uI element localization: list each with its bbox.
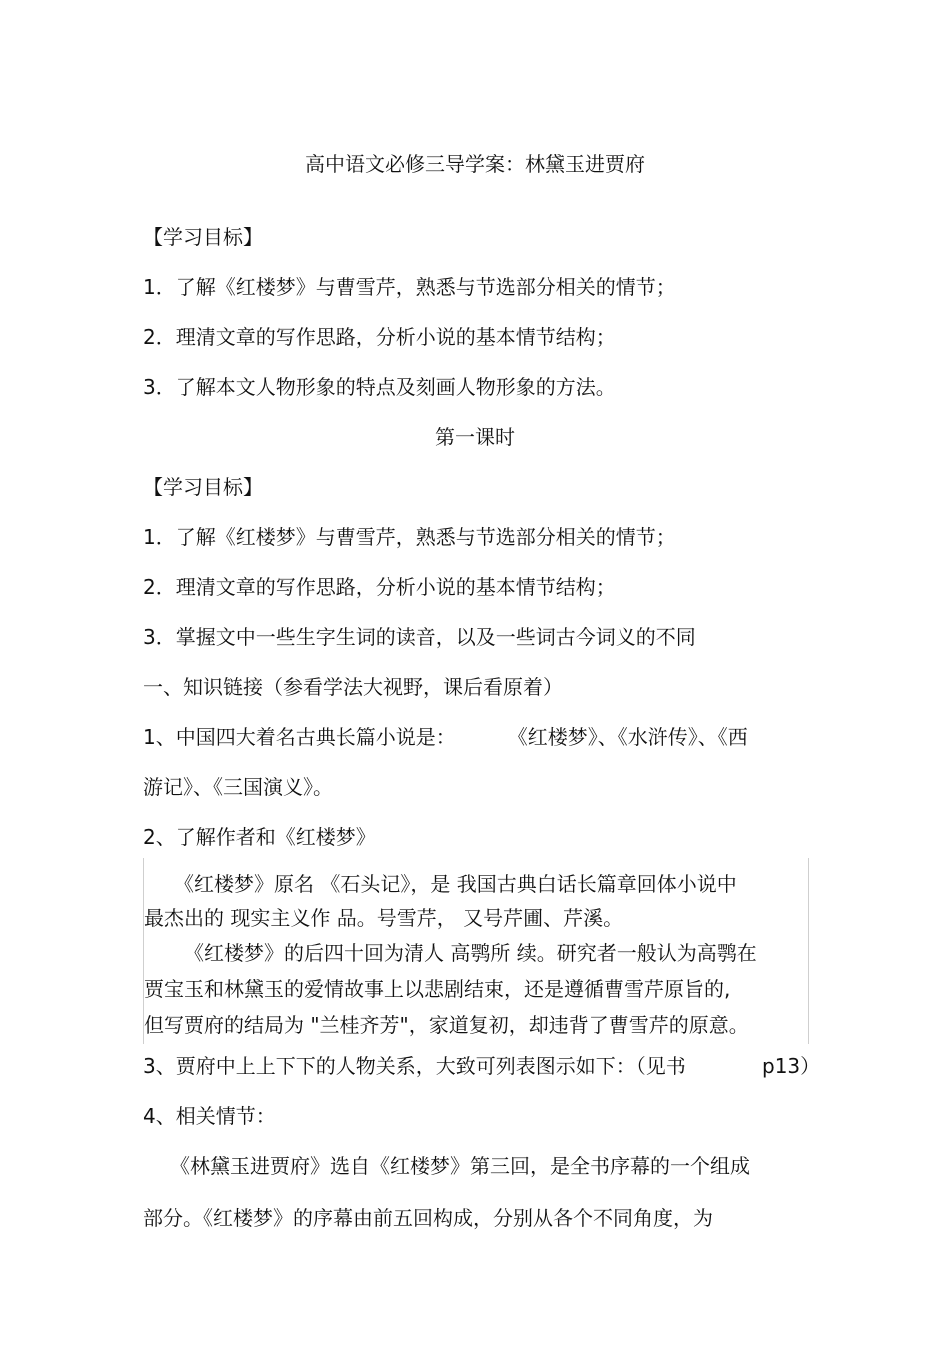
box-line-5: 但写贾府的结局为 "兰桂齐芳"，家道复初，却违背了曹雪芹的原意。	[144, 1013, 749, 1037]
plot-paragraph-line-1: 《林黛玉进贾府》选自《红楼梦》第三回，是全书序幕的一个组成	[170, 1154, 750, 1178]
question-3-page-ref: p13）	[762, 1054, 821, 1078]
question-1-prompt: 1、中国四大着名古典长篇小说是：	[143, 725, 456, 749]
box-line-4: 贾宝玉和林黛玉的爱情故事上以悲剧结束，还是遵循曹雪芹原旨的,	[144, 977, 731, 1001]
lesson-title: 第一课时	[435, 425, 515, 449]
objective-item-2: 2．理清文章的写作思路，分析小说的基本情节结构；	[143, 325, 616, 349]
question-3: 3、贾府中上上下下的人物关系，大致可列表图示如下：（见书	[143, 1054, 686, 1078]
question-1-line-1	[143, 723, 748, 751]
section-heading-objectives: 【学习目标】	[143, 225, 263, 249]
objective-item-3: 3．了解本文人物形象的特点及刻画人物形象的方法。	[143, 375, 616, 399]
knowledge-link-heading: 一、知识链接（参看学法大视野，课后看原着）	[143, 675, 563, 699]
box-line-1: 《红楼梦》原名 《石头记》，是 我国古典白话长篇章回体小说中	[174, 872, 737, 896]
box-line-2: 最杰出的 现实主义作 品。号雪芹， 又号芹圃、芹溪。	[144, 906, 624, 930]
objective-item-1: 1．了解《红楼梦》与曹雪芹，熟悉与节选部分相关的情节；	[143, 275, 676, 299]
objective-item-3b: 3．掌握文中一些生字生词的读音，以及一些词古今词义的不同	[143, 625, 696, 649]
objective-item-1b: 1．了解《红楼梦》与曹雪芹，熟悉与节选部分相关的情节；	[143, 525, 676, 549]
box-line-3: 《红楼梦》的后四十回为清人 高鹗所 续。研究者一般认为高鹗在	[184, 941, 757, 965]
question-2: 2、了解作者和《红楼梦》	[143, 825, 376, 849]
question-4: 4、相关情节：	[143, 1104, 276, 1128]
question-1-line-2: 游记》、《三国演义》。	[143, 775, 333, 799]
question-1-answer: 《红楼梦》、《水浒传》、《西	[507, 725, 748, 749]
author-info-box	[143, 858, 809, 1044]
document-title: 高中语文必修三导学案：林黛玉进贾府	[305, 152, 645, 176]
plot-paragraph-line-2: 部分。《红楼梦》的序幕由前五回构成，分别从各个不同角度，为	[143, 1206, 713, 1230]
section-heading-objectives-2: 【学习目标】	[143, 475, 263, 499]
objective-item-2b: 2．理清文章的写作思路，分析小说的基本情节结构；	[143, 575, 616, 599]
